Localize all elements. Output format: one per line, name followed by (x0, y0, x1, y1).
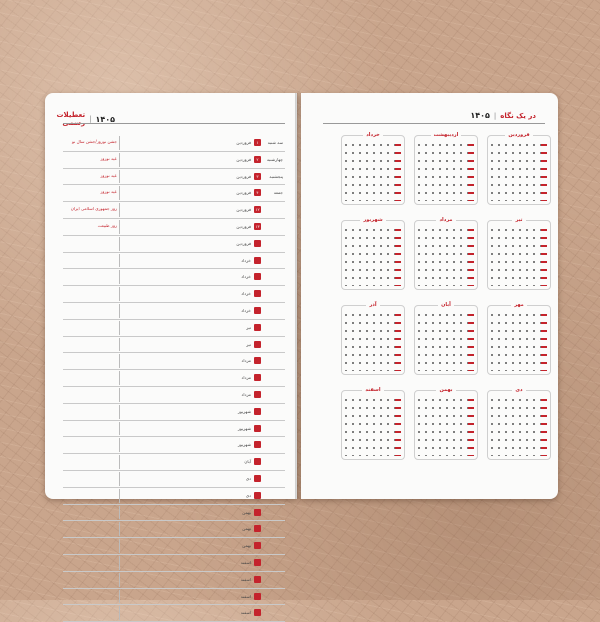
month-calendar (487, 132, 551, 205)
holiday-day (254, 441, 261, 448)
month-holidays-column (395, 399, 401, 456)
holiday-row (63, 135, 285, 152)
row-divider (119, 270, 120, 284)
holidays-table (63, 135, 285, 622)
holiday-row (63, 404, 285, 421)
holiday-month: مرداد (241, 375, 251, 381)
holiday-row (63, 454, 285, 471)
row-divider (119, 489, 120, 503)
holiday-day: ۱۲ (255, 207, 260, 213)
holiday-day (254, 257, 261, 264)
holiday-month: مرداد (241, 358, 251, 364)
holiday-day (254, 290, 261, 297)
row-divider (119, 304, 120, 318)
holiday-row (63, 505, 285, 522)
holiday-row (63, 353, 285, 370)
month-days-grid (345, 229, 401, 286)
month-days-grid (491, 229, 547, 286)
row-divider (119, 287, 120, 301)
month-holidays-column (541, 399, 547, 456)
row-divider (119, 438, 120, 452)
year-overview-page (301, 93, 558, 499)
month-title (488, 302, 550, 308)
holiday-weekday: چهارشنبه (266, 156, 283, 162)
holiday-day (254, 357, 261, 364)
month-holidays-column (395, 314, 401, 371)
holiday-event: روز طبیعت (97, 222, 117, 228)
holiday-month: دی (245, 475, 251, 481)
holiday-day (254, 576, 261, 583)
holiday-row (63, 555, 285, 572)
holiday-row (63, 437, 285, 454)
holiday-row (63, 471, 285, 488)
holiday-row (63, 589, 285, 606)
month-calendar (487, 387, 551, 460)
holiday-day (254, 425, 261, 432)
holiday-day (254, 475, 261, 482)
holiday-month: فروردین (236, 240, 251, 246)
holiday-day (254, 492, 261, 499)
month-name: آذر (366, 302, 379, 308)
month-name: شهریور (360, 217, 385, 223)
month-name: تیر (512, 217, 525, 223)
holiday-day: ۱ (254, 139, 261, 146)
row-divider (119, 472, 120, 486)
holiday-month: شهریور (237, 442, 251, 448)
holiday-month: اسفند (240, 593, 251, 599)
holiday-month: دی (245, 492, 251, 498)
row-divider (119, 455, 120, 469)
holiday-month: اسفند (240, 559, 251, 565)
holiday-month: بهمن (242, 526, 251, 532)
month-calendar (414, 302, 478, 375)
row-divider (119, 338, 120, 352)
holiday-weekday: جمعه (273, 190, 283, 196)
row-divider (119, 220, 120, 234)
month-name: اسفند (362, 387, 383, 393)
holiday-month: فروردین (236, 223, 251, 229)
holiday-month: خرداد (241, 274, 251, 280)
holiday-month: تیر (246, 341, 251, 347)
holiday-month: بهمن (242, 509, 251, 515)
row-divider (119, 522, 120, 536)
holiday-row (63, 219, 285, 236)
holiday-row (63, 185, 285, 202)
holiday-day (254, 559, 261, 566)
holiday-month: فروردین (236, 207, 251, 213)
holiday-month: فروردین (236, 140, 251, 145)
holiday-row (63, 202, 285, 219)
holiday-day: ۴ (254, 189, 261, 196)
holidays-year: ۱۴۰۵ (95, 114, 115, 124)
month-title (415, 387, 477, 393)
holiday-month: فروردین (236, 156, 251, 162)
row-divider (119, 388, 120, 402)
holiday-day (254, 374, 261, 381)
month-title (488, 217, 550, 223)
holiday-month: مرداد (241, 391, 251, 397)
month-name: بهمن (436, 387, 455, 393)
header-rule (63, 123, 285, 124)
holiday-row (63, 488, 285, 505)
month-name: مهر (511, 302, 527, 308)
month-holidays-column (541, 314, 547, 371)
month-name: آبان (438, 302, 454, 308)
holiday-month: آبان (244, 459, 251, 465)
overview-year: ۱۴۰۵ (470, 111, 490, 120)
row-divider (119, 606, 120, 620)
row-divider (119, 254, 120, 268)
holiday-month: فروردین (236, 173, 251, 179)
holiday-day: ۳ (254, 173, 261, 180)
month-days-grid (345, 399, 401, 456)
row-divider (119, 170, 120, 184)
holiday-day (254, 324, 261, 331)
holiday-row (63, 253, 285, 270)
month-days-grid (418, 144, 474, 201)
month-title (342, 302, 404, 308)
holiday-month: تیر (246, 324, 251, 330)
month-title (488, 132, 550, 138)
month-title (415, 217, 477, 223)
holiday-row (63, 236, 285, 253)
holiday-row (63, 169, 285, 186)
holiday-row (63, 387, 285, 404)
holiday-day (254, 609, 261, 616)
holiday-month: فروردین (236, 190, 251, 196)
holiday-row (63, 421, 285, 438)
holiday-row (63, 286, 285, 303)
row-divider (119, 186, 120, 200)
month-days-grid (491, 144, 547, 201)
overview-title: در یک نگاه (500, 111, 536, 120)
row-divider (119, 136, 120, 150)
row-divider (119, 422, 120, 436)
month-name: دی (512, 387, 525, 393)
header-divider: | (493, 111, 497, 120)
row-divider (119, 153, 120, 167)
month-holidays-column (468, 229, 474, 286)
month-calendar (341, 217, 405, 290)
month-days-grid (418, 314, 474, 371)
holiday-day: ۲ (254, 156, 261, 163)
month-days-grid (345, 314, 401, 371)
month-calendar (341, 132, 405, 205)
month-title (342, 387, 404, 393)
month-holidays-column (468, 399, 474, 456)
month-title (342, 217, 404, 223)
month-title (342, 132, 404, 138)
month-days-grid (345, 144, 401, 201)
holiday-event: عید نوروز (100, 155, 117, 161)
month-calendar (414, 132, 478, 205)
row-divider (119, 590, 120, 604)
header-rule (323, 123, 545, 124)
month-title (415, 302, 477, 308)
holiday-month: خرداد (241, 291, 251, 297)
holiday-event: عید نوروز (100, 172, 117, 178)
month-holidays-column (395, 229, 401, 286)
holidays-title: تعطیلات رسمی (56, 111, 86, 127)
planner-spread (45, 93, 558, 616)
month-calendar (487, 217, 551, 290)
holiday-month: شهریور (237, 425, 251, 431)
row-divider (119, 321, 120, 335)
month-title (488, 387, 550, 393)
holiday-row (63, 572, 285, 589)
month-holidays-column (541, 229, 547, 286)
holiday-day (254, 458, 261, 465)
month-calendar (341, 387, 405, 460)
row-divider (119, 506, 120, 520)
month-calendar (341, 302, 405, 375)
row-divider (119, 539, 120, 553)
row-divider (119, 354, 120, 368)
month-days-grid (491, 314, 547, 371)
holidays-header (45, 111, 115, 127)
row-divider (119, 203, 120, 217)
holiday-month: اسفند (240, 610, 251, 616)
holiday-event: عید نوروز (100, 189, 117, 195)
month-holidays-column (468, 144, 474, 201)
holiday-row (63, 521, 285, 538)
holiday-day (254, 542, 261, 549)
holiday-event: جشن نوروز/جشن سال نو (72, 139, 117, 144)
month-days-grid (418, 229, 474, 286)
holiday-month: خرداد (241, 257, 251, 263)
holiday-month: اسفند (240, 576, 251, 582)
month-calendar (414, 387, 478, 460)
month-calendar (414, 217, 478, 290)
month-holidays-column (395, 144, 401, 201)
holiday-row (63, 605, 285, 622)
holiday-row (63, 538, 285, 555)
holiday-weekday: پنجشنبه (269, 173, 283, 179)
holiday-month: بهمن (242, 543, 251, 549)
holiday-row (63, 320, 285, 337)
month-name: خرداد (363, 132, 383, 138)
holiday-event: روز جمهوری اسلامی ایران (70, 206, 117, 212)
month-name: فروردین (505, 132, 532, 138)
holiday-month: خرداد (241, 307, 251, 313)
holiday-row (63, 152, 285, 169)
month-name: مرداد (436, 217, 455, 223)
holiday-day (254, 307, 261, 314)
holiday-day (254, 509, 261, 516)
row-divider (119, 237, 120, 251)
holiday-day (254, 240, 261, 247)
month-days-grid (418, 399, 474, 456)
row-divider (119, 371, 120, 385)
month-days-grid (491, 399, 547, 456)
header-divider: | (89, 115, 92, 123)
holiday-row (63, 370, 285, 387)
holiday-day (254, 391, 261, 398)
holiday-row (63, 303, 285, 320)
holiday-weekday: سه شنبه (267, 140, 283, 145)
month-holidays-column (468, 314, 474, 371)
month-title (415, 132, 477, 138)
month-name: اردیبهشت (431, 132, 462, 138)
holiday-row (63, 269, 285, 286)
row-divider (119, 556, 120, 570)
month-holidays-column (541, 144, 547, 201)
row-divider (119, 405, 120, 419)
holiday-row (63, 337, 285, 354)
holiday-month: شهریور (237, 408, 251, 414)
holiday-day (254, 408, 261, 415)
holiday-day (254, 525, 261, 532)
holiday-day (254, 341, 261, 348)
holiday-day (254, 273, 261, 280)
holiday-day: ۱۳ (255, 223, 260, 229)
holiday-day (254, 593, 261, 600)
month-calendar (487, 302, 551, 375)
overview-header (470, 111, 536, 120)
holidays-page (45, 93, 297, 616)
row-divider (119, 573, 120, 587)
